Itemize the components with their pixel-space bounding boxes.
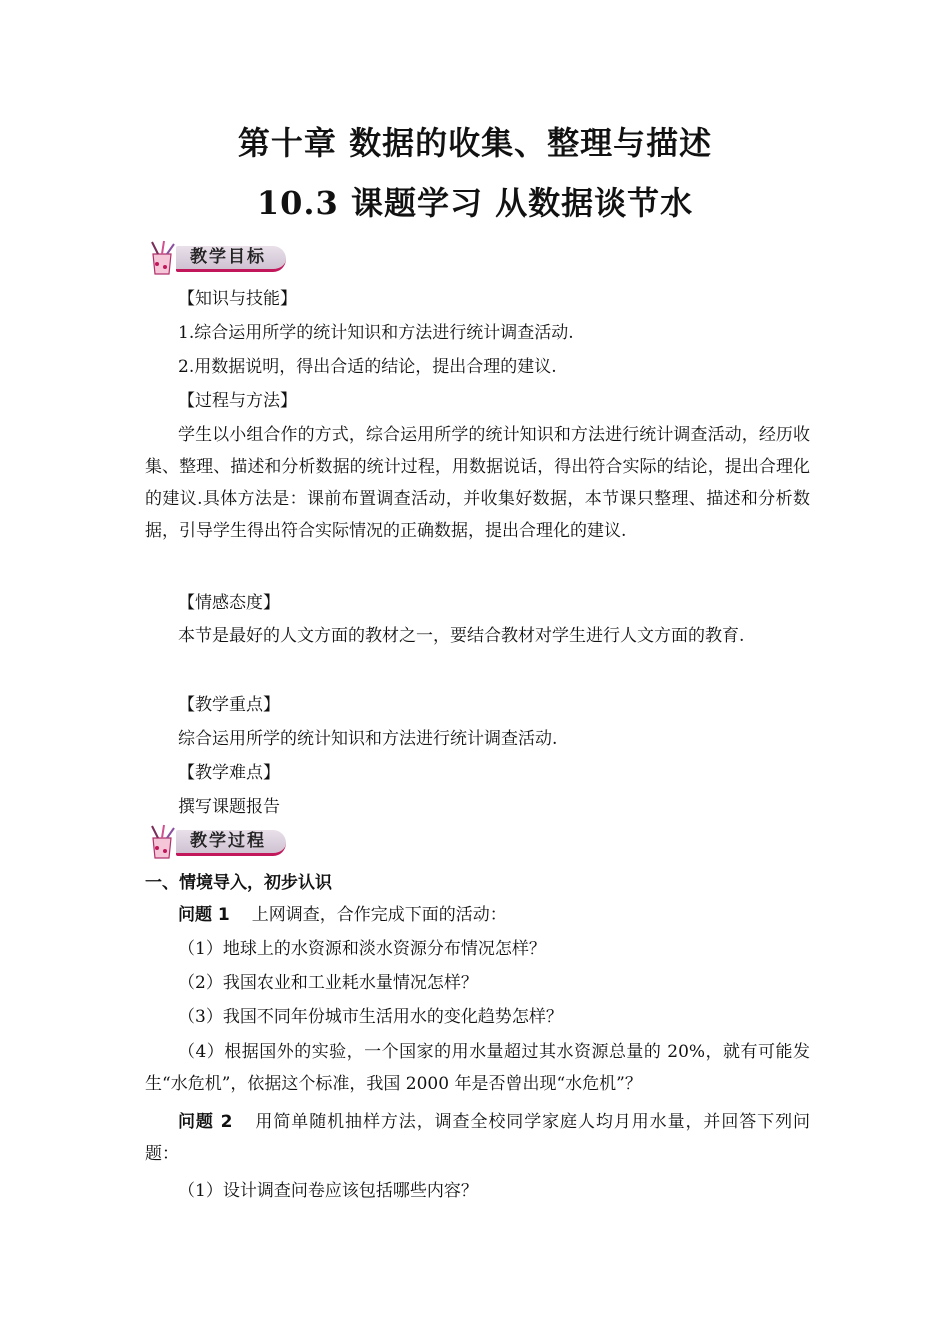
pencil-cup-icon [144,824,180,860]
process-method-text: 学生以小组合作的方式，综合运用所学的统计知识和方法进行统计调查活动，经历收集、整理、描述和分析数据的统计过程，用数据说话，得出符合实际的结论，提出合理化的建议.具体方法是：课前布置调查活动，并收集好数据，本节课只整理、描述和分析数据，引导学生得出符合实际情况的正确数据，提出合理化的建议. [145,425,810,541]
question-1-text: 上网调查，合作完成下面的活动： [251,905,507,925]
process-banner-label: 教学过程 [176,830,286,856]
question-1-item-3: （3）我国不同年份城市生活用水的变化趋势怎样？ [178,1007,563,1027]
question-2-label: 问题 2 [178,1112,233,1132]
question-1-item-4: （4）根据国外的实验，一个国家的用水量超过其水资源总量的 20%，就有可能发生“水危机”，依据这个标准，我国 2000 年是否曾出现“水危机”？ [145,1042,810,1094]
difficulty-text: 撰写课题报告 [178,797,280,817]
chapter-title: 第十章 数据的收集、整理与描述 [237,124,713,162]
knowledge-item-2: 2.用数据说明，得出合适的结论，提出合理的建议. [178,357,557,377]
question-1-label: 问题 1 [178,905,230,925]
section-heading: 一、情境导入，初步认识 [145,873,332,893]
pencil-cup-icon [144,240,180,276]
emotion-text: 本节是最好的人文方面的教材之一，要结合教材对学生进行人文方面的教育. [178,626,745,646]
process-banner [142,822,292,862]
question-2-item-1: （1）设计调查问卷应该包括哪些内容？ [178,1181,478,1201]
knowledge-heading: 【知识与技能】 [178,289,297,309]
key-point-text: 综合运用所学的统计知识和方法进行统计调查活动. [178,729,558,749]
knowledge-item-1: 1.综合运用所学的统计知识和方法进行统计调查活动. [178,323,574,343]
process-method-heading: 【过程与方法】 [178,391,297,411]
goals-banner-label: 教学目标 [176,246,286,272]
question-1-item-2: （2）我国农业和工业耗水量情况怎样？ [178,973,478,993]
emotion-heading: 【情感态度】 [178,593,280,613]
question-2-text: 用简单随机抽样方法，调查全校同学家庭人均月用水量，并回答下列问题： [145,1112,811,1164]
goals-banner [142,238,292,278]
difficulty-heading: 【教学难点】 [178,763,280,783]
question-1 [178,898,810,932]
key-point-heading: 【教学重点】 [178,695,280,715]
question-1-item-1: （1）地球上的水资源和淡水资源分布情况怎样？ [178,939,546,959]
question-2 [145,1106,810,1170]
lesson-title: 10.3 课题学习 从数据谈节水 [256,184,694,222]
